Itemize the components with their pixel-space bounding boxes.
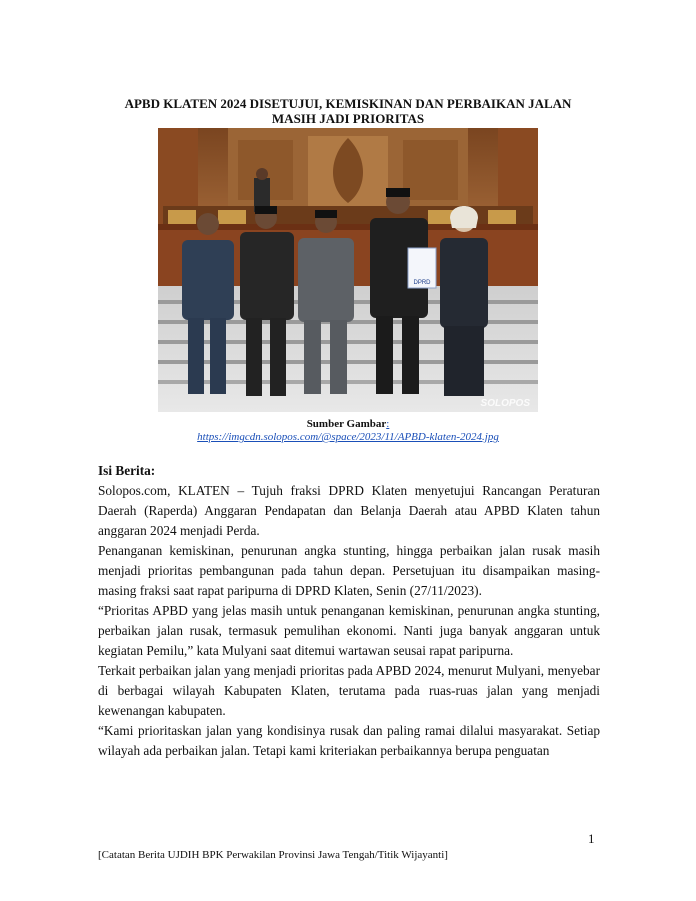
photo-watermark: SOLOPOS (480, 398, 530, 409)
paragraph-5: “Kami prioritaskan jalan yang kondisinya rusak dan paling ramai dilalui masyarakat. Setiap wilayah ada perbaikan jalan. Tetapi kami kriteriakan perbaikannya berupa penguatan (98, 723, 600, 758)
title-line-1: APBD KLATEN 2024 DISETUJUI, KEMISKINAN DAN PERBAIKAN JALAN (124, 96, 572, 111)
paragraph-4: Terkait perbaikan jalan yang menjadi prioritas pada APBD 2024, menurut Mulyani, menyebar di berbagai wilayah Kabupaten Klaten, terutama pada ruas-ruas jalan yang menjadi kewenangan kabupaten. (98, 663, 600, 718)
image-caption (150, 418, 546, 444)
paragraph-1: Solopos.com, KLATEN – Tujuh fraksi DPRD Klaten menyetujui Rancangan Peraturan Daerah (Raperda) Anggaran Pendapatan dan Belanja Daerah atau APBD Klaten tahun anggaran 2024 menjadi Perda. (98, 483, 600, 538)
caption-url-link[interactable]: https://imgcdn.solopos.com/@space/2023/11/APBD-klaten-2024.jpg (197, 431, 499, 443)
content-heading: Isi Berita: (98, 463, 156, 478)
caption-label: Sumber Gambar (306, 418, 387, 430)
document-title (90, 96, 606, 126)
article-body (98, 461, 600, 761)
title-line-2: MASIH JADI PRIORITAS (271, 111, 425, 126)
paragraph-2: Penanganan kemiskinan, penurunan angka stunting, hingga perbaikan jalan rusak masih menjadi prioritas pembangunan pada tahun depan. Persetujuan itu disampaikan masing-masing fraksi saat rapat paripurna di DPRD Klaten, Senin (27/11/2023). (98, 543, 600, 598)
paragraph-3: “Prioritas APBD yang jelas masih untuk penanganan kemiskinan, penurunan angka stunting, perbaikan jalan rusak, termasuk pemulihan ekonomi. Nanti juga banyak anggaran untuk kegiatan Pemilu,” kata Mulyani saat ditemui wartawan seusai rapat paripurna. (98, 603, 600, 658)
news-photo (158, 128, 538, 412)
document-label: DPRD (413, 280, 431, 286)
page-footer: [Catatan Berita UJDIH BPK Perwakilan Provinsi Jawa Tengah/Titik Wijayanti] (98, 849, 448, 861)
caption-colon: : (386, 418, 390, 430)
page-number: 1 (588, 831, 595, 846)
